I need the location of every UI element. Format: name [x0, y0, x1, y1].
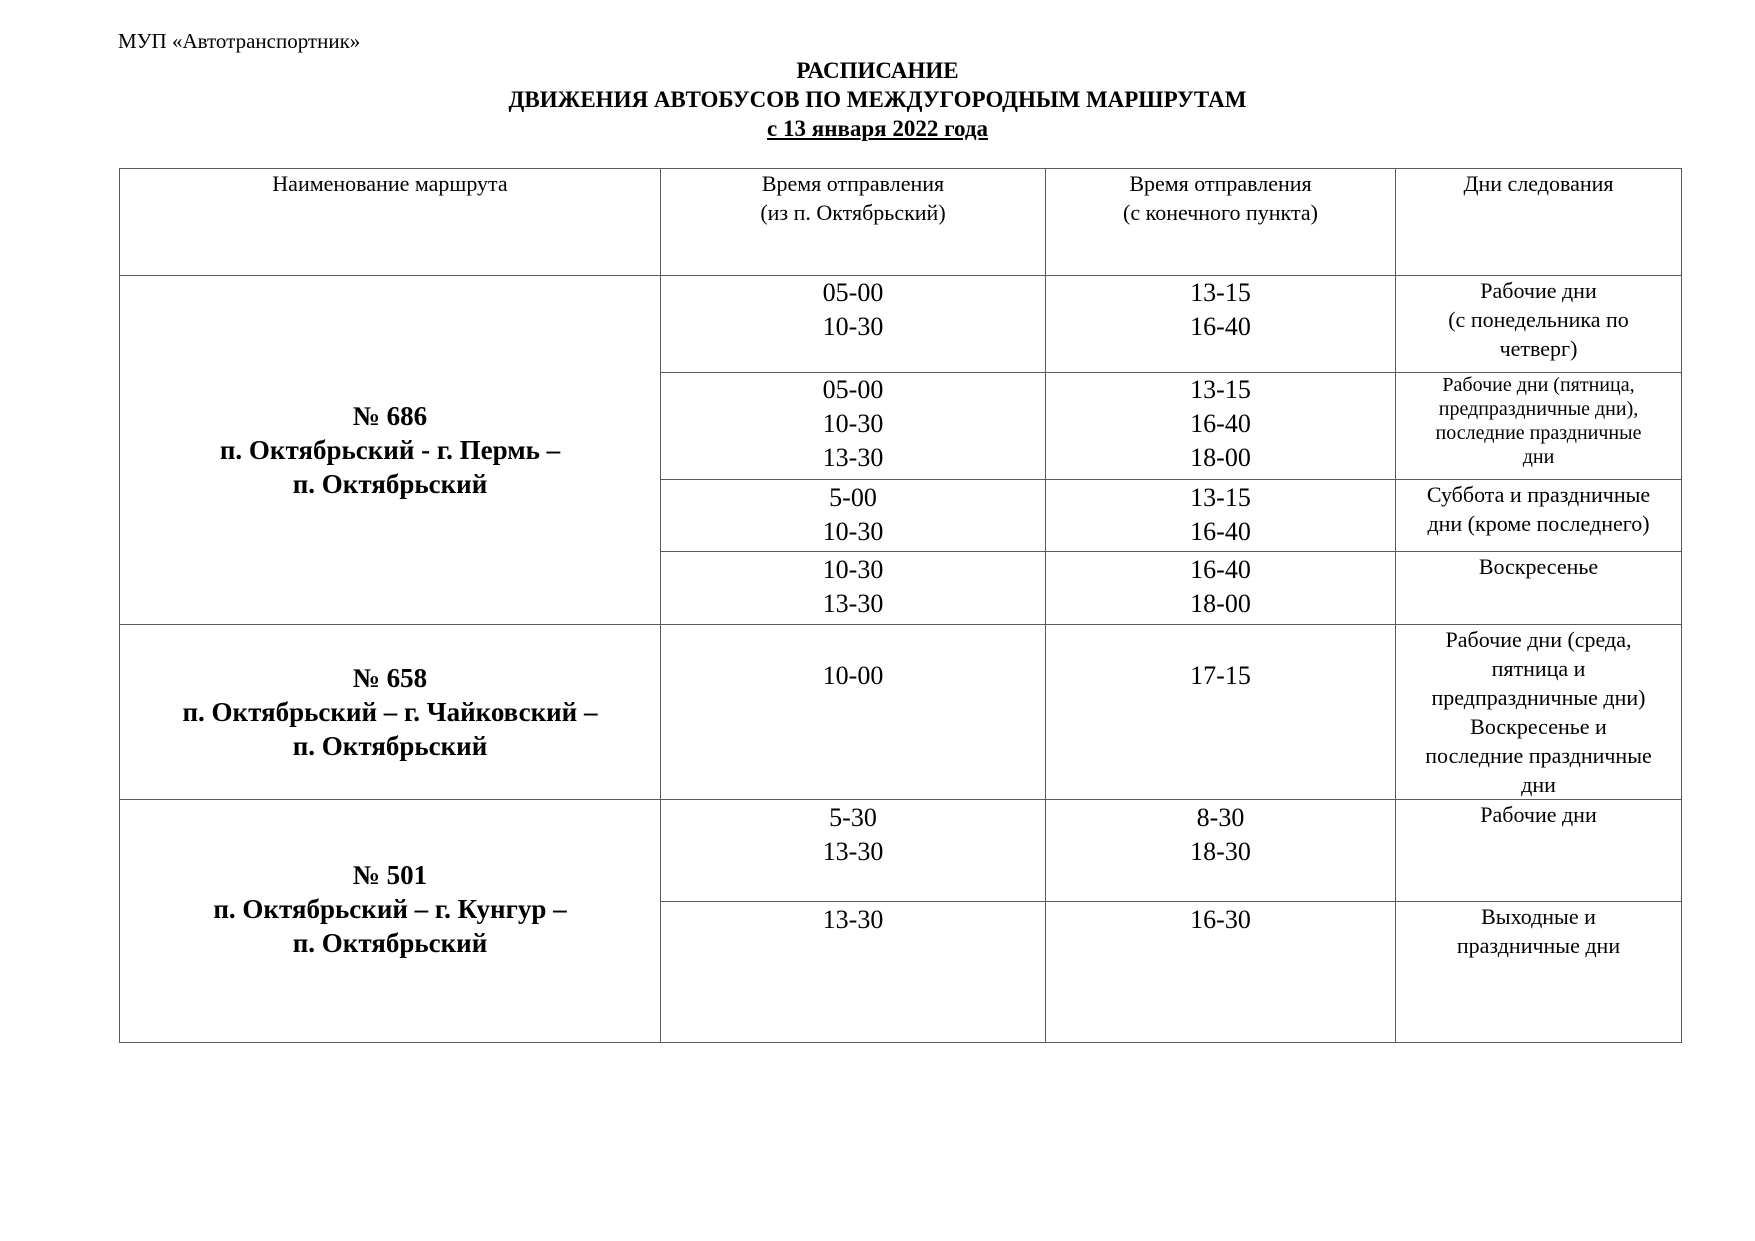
service-days: Рабочие дни (среда, пятница и предпраздничные дни) Воскресенье и последние праздничные дни [1396, 625, 1682, 800]
table-row [120, 276, 1682, 373]
departure-from-times: 5-00 10-30 [661, 480, 1046, 552]
table-row [120, 625, 1682, 800]
departure-to-times: 17-15 [1046, 625, 1396, 800]
table-header-row [120, 169, 1682, 276]
departure-from-times: 10-30 13-30 [661, 552, 1046, 625]
header-departure-to: Время отправления (с конечного пункта) [1046, 169, 1396, 276]
service-days: Воскресенье [1396, 552, 1682, 625]
route-686-name: № 686 п. Октябрьский - г. Пермь – п. Октябрьский [120, 276, 661, 625]
service-days: Выходные и праздничные дни [1396, 902, 1682, 1043]
service-days: Рабочие дни [1396, 800, 1682, 902]
departure-to-times: 13-15 16-40 [1046, 276, 1396, 373]
service-days: Суббота и праздничные дни (кроме последнего) [1396, 480, 1682, 552]
service-days: Рабочие дни (пятница, предпраздничные дни), последние праздничные дни [1396, 373, 1682, 480]
header-days: Дни следования [1396, 169, 1682, 276]
route-658-name: № 658 п. Октябрьский – г. Чайковский – п. Октябрьский [120, 625, 661, 800]
table-row [120, 800, 1682, 902]
route-501-name: № 501 п. Октябрьский – г. Кунгур – п. Октябрьский [120, 800, 661, 1043]
departure-to-times: 13-15 16-40 [1046, 480, 1396, 552]
departure-from-times: 13-30 [661, 902, 1046, 1043]
document-title [0, 56, 1755, 143]
title-line-2: ДВИЖЕНИЯ АВТОБУСОВ ПО МЕЖДУГОРОДНЫМ МАРШРУТАМ [508, 87, 1247, 112]
effective-date: с 13 января 2022 года [767, 116, 988, 141]
departure-to-times: 8-30 18-30 [1046, 800, 1396, 902]
title-line-1: РАСПИСАНИЕ [796, 58, 959, 83]
departure-to-times: 13-15 16-40 18-00 [1046, 373, 1396, 480]
departure-from-times: 10-00 [661, 625, 1046, 800]
departure-from-times: 05-00 10-30 13-30 [661, 373, 1046, 480]
departure-to-times: 16-40 18-00 [1046, 552, 1396, 625]
header-departure-from: Время отправления (из п. Октябрьский) [661, 169, 1046, 276]
departure-from-times: 5-30 13-30 [661, 800, 1046, 902]
departure-from-times: 05-00 10-30 [661, 276, 1046, 373]
departure-to-times: 16-30 [1046, 902, 1396, 1043]
organization-name: МУП «Автотранспортник» [118, 29, 361, 53]
header-route: Наименование маршрута [120, 169, 661, 276]
service-days: Рабочие дни (с понедельника по четверг) [1396, 276, 1682, 373]
schedule-table [119, 168, 1682, 1043]
